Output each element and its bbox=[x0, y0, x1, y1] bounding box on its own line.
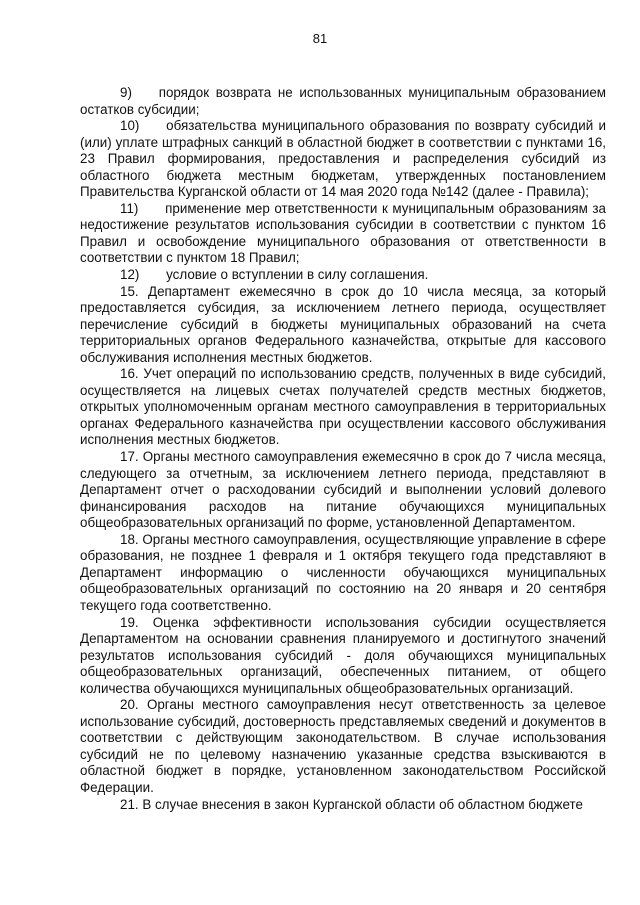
clause-15: 15. Департамент ежемесячно в срок до 10 числа месяца, за который предоставляется субсидия, за исключением летнего периода, осуществляет перечисление субсидий в бюджеты муниципальных образований на счета территориальных органов Федерального казначейства, открытые для кассового обслуживания исполнения местных бюджетов. bbox=[80, 283, 606, 365]
page-number: 81 bbox=[312, 31, 328, 46]
clause-21: 21. В случае внесения в закон Курганской области об областном бюджете bbox=[120, 796, 583, 812]
clause-16: 16. Учет операций по использованию средств, полученных в виде субсидий, осуществляется на лицевых счетах получателей средств местных бюджетов, открытых уполномоченным органам местного самоуправления в территориальных органах Федерального казначейства при осуществлении кассового обслуживания исполнения местных бюджетов. bbox=[80, 366, 606, 448]
clause-17: 17. Органы местного самоуправления ежемесячно в срок до 7 числа месяца, следующего за отчетным, за исключением летнего периода, представляют в Департамент отчет о расходовании субсидий и выполнении условий долевого финансирования расходов на питание обучающихся муниципальных общеобразовательных организаций по форме, установленной Департаментом. bbox=[80, 449, 606, 531]
list-item-10: 10) обязательства муниципального образования по возврату субсидий и (или) уплате штрафных санкций в областной бюджет в соответствии с пунктами 16, 23 Правил формирования, предоставления и распределения субсидий из областного бюджета местным бюджетам, утвержденных постановлением Правительства Курганской области от 14 мая 2020 года №142 (далее - Правила); bbox=[80, 118, 606, 200]
list-item-9: 9) порядок возврата не использованных муниципальным образованием остатков субсидии; bbox=[80, 85, 606, 117]
clause-18: 18. Органы местного самоуправления, осуществляющие управление в сфере образования, не позднее 1 февраля и 1 октября текущего года представляют в Департамент информацию о численности обучающихся муниципальных общеобразовательных организаций по состоянию на 20 января и 20 сентября текущего года соответственно. bbox=[80, 531, 606, 613]
clause-19: 19. Оценка эффективности использования субсидии осуществляется Департаментом на основании сравнения планируемого и достигнутого значений результатов использования субсидий - доля обучающихся муниципальных общеобразовательных организаций, обеспеченных питанием, от общего количества обучающихся муниципальных общеобразовательных организаций. bbox=[80, 614, 606, 696]
list-item-11: 11) применение мер ответственности к муниципальным образованиям за недостижение результатов использования субсидии в соответствии с пунктом 16 Правил и освобождение муниципального образования от ответственности в соответствии с пунктом 18 Правил; bbox=[80, 200, 606, 266]
document-body bbox=[80, 85, 606, 813]
clause-20: 20. Органы местного самоуправления несут ответственность за целевое использование субсидий, достоверность представляемых сведений и документов в соответствии с действующим законодательством. В случае использования субсидий не по целевому назначению указанные средства взыскиваются в областной бюджет в порядке, установленном законодательством Российской Федерации. bbox=[80, 697, 606, 795]
list-item-12: 12) условие о вступлении в силу соглашения. bbox=[120, 267, 429, 283]
